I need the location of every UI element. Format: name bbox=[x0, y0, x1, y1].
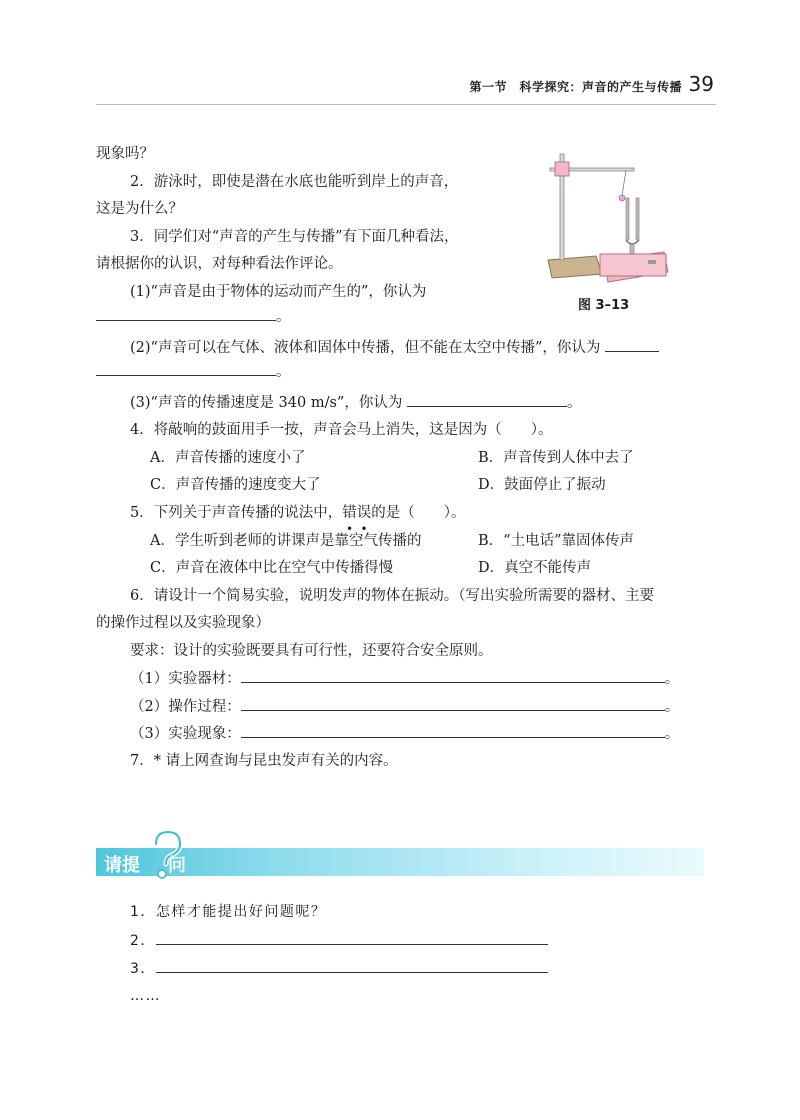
ask-item-1: 1．怎样才能提出好问题呢？ bbox=[130, 904, 327, 920]
item-label: （3）实验现象： bbox=[130, 726, 241, 742]
text-line: (3)“声音的传播速度是 340 m/s”，你认为 bbox=[130, 395, 403, 411]
figure-caption: 图 3–13 bbox=[578, 298, 630, 313]
emphasis-char: 误 bbox=[356, 505, 372, 521]
text-line: 这是为什么？ bbox=[96, 201, 183, 217]
period: 。 bbox=[664, 699, 680, 715]
option-d: D．真空不能传声 bbox=[478, 560, 592, 576]
period: 。 bbox=[566, 395, 582, 411]
answer-blank[interactable] bbox=[241, 723, 665, 738]
period: 。 bbox=[664, 671, 680, 687]
text-line: (2)“声音可以在气体、液体和固体中传播，但不能在太空中传播”，你认为 bbox=[130, 340, 601, 356]
text-line: 请根据你的认识，对每种看法作评论。 bbox=[96, 256, 343, 272]
text-line: 现象吗？ bbox=[96, 146, 154, 162]
answer-blank[interactable] bbox=[96, 306, 276, 321]
q5-suffix: 的是（ ）。 bbox=[371, 505, 466, 521]
item-label: （1）实验器材： bbox=[130, 671, 241, 687]
text-line: 2．游泳时，即使是潜在水底也能听到岸上的声音， bbox=[130, 174, 459, 190]
option-c: C．声音传播的速度变大了 bbox=[150, 477, 321, 493]
text-line: 的操作过程以及实验现象） bbox=[96, 615, 270, 631]
banner-title-right: 问 bbox=[168, 855, 186, 876]
tuning-fork-figure bbox=[540, 148, 690, 288]
answer-blank[interactable] bbox=[96, 361, 276, 376]
question-4: 4．将敲响的鼓面用手一按，声音会马上消失，这是因为（ ）。 bbox=[130, 422, 553, 438]
ask-item-2-label: 2． bbox=[130, 933, 156, 949]
question-6: 6．请设计一个简易实验，说明发声的物体在振动。（写出实验所需要的器材、主要 bbox=[130, 588, 654, 604]
requirement: 要求：设计的实验既要具有可行性，还要符合安全原则。 bbox=[130, 643, 493, 659]
text-line: (1)“声音是由于物体的运动而产生的”，你认为 bbox=[130, 284, 427, 300]
emphasis-char: 错 bbox=[342, 505, 357, 521]
answer-blank[interactable] bbox=[407, 392, 567, 407]
answer-blank[interactable] bbox=[156, 930, 548, 945]
option-a: A．声音传播的速度小了 bbox=[150, 450, 306, 466]
q5-prefix: 5．下列关于声音传播的说法中， bbox=[130, 505, 343, 521]
answer-blank[interactable] bbox=[156, 958, 548, 973]
option-b: B．“土电话”靠固体传声 bbox=[478, 533, 634, 549]
header-divider bbox=[96, 104, 716, 105]
option-b: B．声音传到人体中去了 bbox=[478, 450, 634, 466]
option-c: C．声音在液体中比在空气中传播得慢 bbox=[150, 560, 394, 576]
banner-title-left: 请提 bbox=[104, 855, 140, 876]
question-7: 7．* 请上网查询与昆虫发声有关的内容。 bbox=[130, 753, 398, 769]
answer-blank[interactable] bbox=[241, 668, 665, 683]
text-line: 3．同学们对“声音的产生与传播”有下面几种看法， bbox=[130, 229, 459, 245]
ellipsis: …… bbox=[130, 988, 161, 1004]
page-number: 39 bbox=[688, 72, 714, 96]
period: 。 bbox=[276, 364, 291, 380]
period: 。 bbox=[276, 309, 291, 325]
ask-question-banner bbox=[96, 848, 704, 876]
option-a: A．学生听到老师的讲课声是靠空气传播的 bbox=[150, 533, 422, 549]
period: 。 bbox=[664, 726, 680, 742]
item-label: （2）操作过程： bbox=[130, 699, 241, 715]
section-title: 第一节 科学探究：声音的产生与传播 bbox=[469, 80, 682, 94]
option-d: D．鼓面停止了振动 bbox=[478, 477, 606, 493]
answer-blank[interactable] bbox=[605, 337, 659, 352]
answer-blank[interactable] bbox=[241, 696, 665, 711]
banner-title bbox=[104, 851, 186, 877]
question-5 bbox=[130, 503, 465, 523]
ask-item-3-label: 3． bbox=[130, 961, 156, 977]
